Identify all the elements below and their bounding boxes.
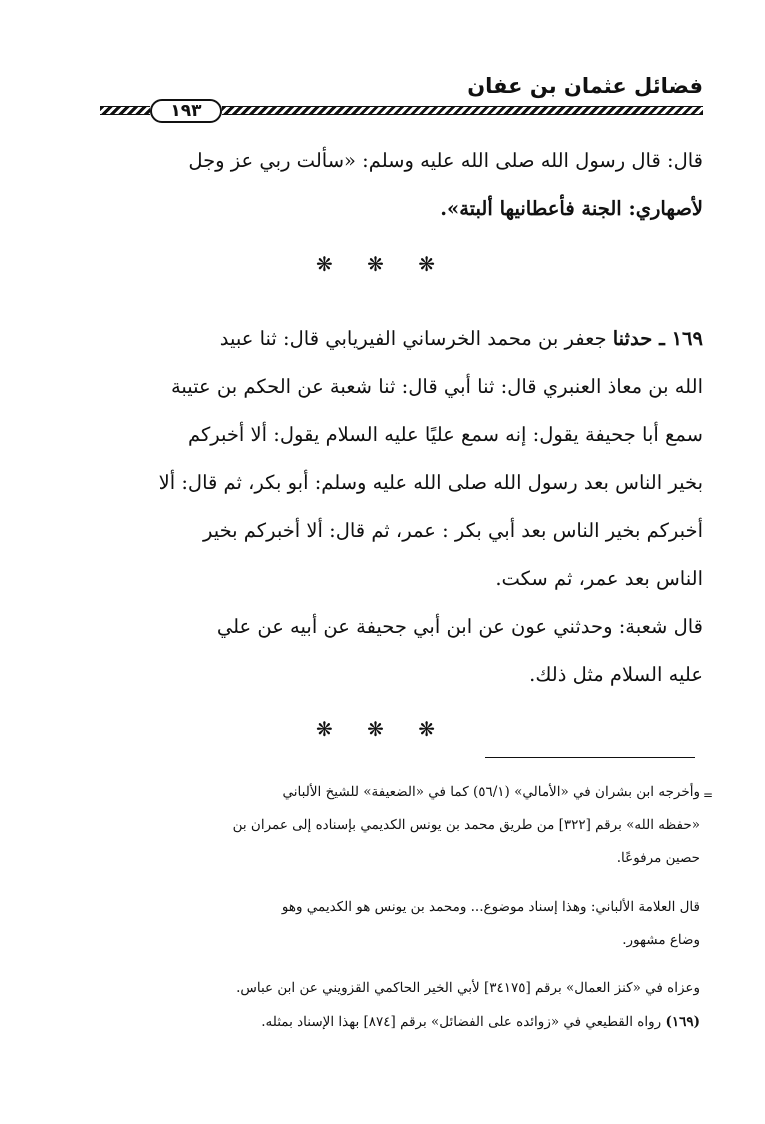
paragraph-3 — [100, 603, 703, 699]
paragraph-1-line-2: لأصهاري: الجنة فأعطانيها ألبتة». — [440, 197, 703, 220]
page-number: ١٩٣ — [150, 99, 222, 123]
footnote-rule — [485, 757, 695, 758]
footnote-1-line-1: وأخرجه ابن بشران في «الأمالي» (٥٦/١) كما في «الضعيفة» للشيخ الألباني — [282, 784, 700, 800]
paragraph-3-line-2: عليه السلام مثل ذلك. — [529, 663, 703, 686]
header-ornament — [100, 103, 703, 120]
hadith-169-line-2: الله بن معاذ العنبري قال: ثنا أبي قال: ثنا شعبة عن الحكم بن عتيبة — [170, 375, 703, 398]
hadith-169-line-1 — [100, 315, 703, 363]
hadith-169-line-5: أخبركم بخير الناس بعد أبي بكر : عمر، ثم قال: ألا أخبركم بخير — [202, 519, 703, 542]
footnote-1-line-2: «حفظه الله» برقم [٣٢٢] من طريق محمد بن يونس الكديمي بإسناده إلى عمران بن — [232, 817, 700, 833]
footnote-2-line-2: وضاع مشهور. — [622, 932, 700, 948]
hadith-169-line-3: سمع أبا جحيفة يقول: إنه سمع عليًا عليه السلام يقول: ألا أخبركم — [187, 423, 703, 446]
footnote-169 — [110, 1006, 700, 1039]
hadith-169-paragraph — [100, 315, 703, 603]
hadith-number: ١٦٩ ـ حدثنا — [612, 327, 703, 350]
footnote-continuation-marker: = — [703, 788, 714, 802]
hadith-169-line-4: بخير الناس بعد رسول الله صلى الله عليه وسلم: أبو بكر، ثم قال: ألا — [158, 471, 703, 494]
section-separator-1: ❋ ❋ ❋ — [316, 252, 449, 276]
paragraph-1 — [100, 137, 703, 233]
header-hatch-left — [100, 106, 150, 115]
footnote-2-line-1: قال العلامة الألباني: وهذا إسناد موضوع... ومحمد بن يونس هو الكديمي وهو — [281, 899, 700, 915]
footnote-3 — [110, 972, 700, 1005]
footnote-3-line-1: وعزاه في «كنز العمال» برقم [٣٤١٧٥] لأبي الخير الحاكمي القزويني عن ابن عباس. — [236, 980, 700, 996]
hadith-169-line-1-text: جعفر بن محمد الخرساني الفيريابي قال: ثنا عبيد — [219, 327, 613, 350]
running-title: فضائل عثمان بن عفان — [467, 74, 703, 98]
footnote-169-text: رواه القطيعي في «زوائده على الفضائل» برقم [٨٧٤] بهذا الإسناد بمثله. — [261, 1014, 666, 1030]
footnote-169-line — [110, 1006, 700, 1039]
header-hatch-right — [222, 106, 703, 115]
section-separator-2: ❋ ❋ ❋ — [316, 717, 449, 741]
paragraph-1-line-1: قال: قال رسول الله صلى الله عليه وسلم: «سألت ربي عز وجل — [188, 149, 703, 172]
paragraph-3-line-1: قال شعبة: وحدثني عون عن ابن أبي جحيفة عن أبيه عن علي — [216, 615, 703, 638]
footnote-1-line-3: حصين مرفوعًا. — [616, 850, 700, 866]
hadith-169-line-6: الناس بعد عمر، ثم سكت. — [495, 567, 703, 590]
footnote-1 — [110, 776, 700, 875]
footnote-169-number: (١٦٩) — [665, 1014, 700, 1030]
footnote-2 — [110, 891, 700, 957]
